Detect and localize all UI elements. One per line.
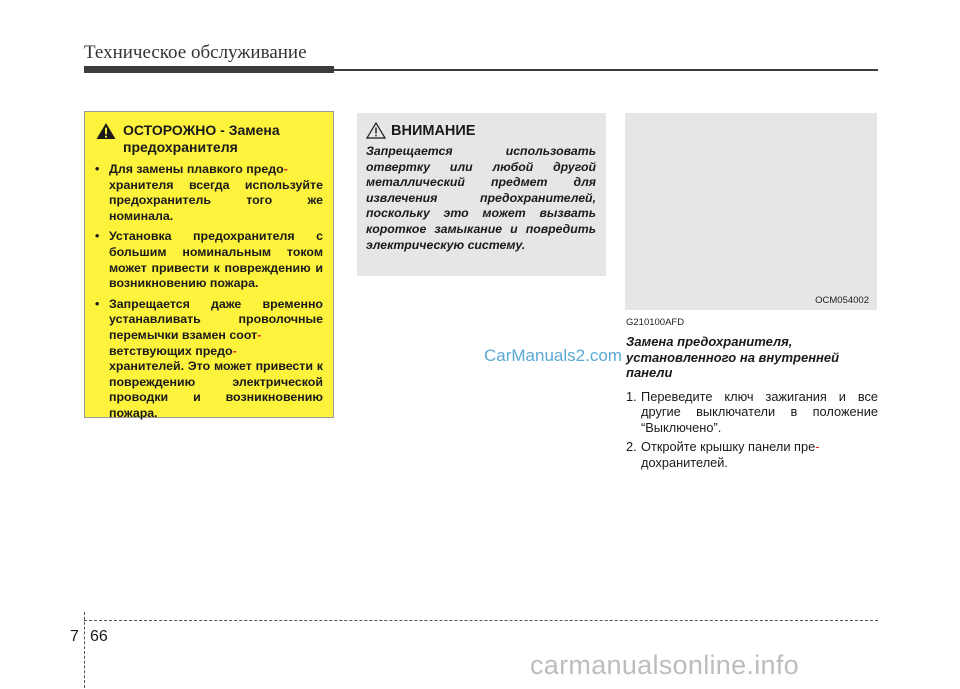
warning-outline-triangle-icon: [366, 122, 386, 139]
chapter-number: 7: [70, 628, 79, 645]
caution-list: [95, 162, 323, 422]
step-number: 1.: [626, 388, 637, 404]
page-number: 66: [90, 628, 108, 645]
step-text: Откройте крышку панели пре- дохранителей.: [641, 439, 820, 470]
watermark: CarManuals2.com: [484, 346, 622, 365]
line-break-hyphen: -: [257, 327, 262, 342]
line-break-hyphen: -: [283, 162, 288, 176]
caution-item: • Для замены плавкого предо- хранителя всегда используйте предохранитель того же номинала.: [95, 162, 323, 224]
figure-code: OCM054002: [815, 295, 869, 306]
warning-heading: ВНИМАНИЕ: [391, 122, 476, 139]
caution-heading-row: [95, 122, 323, 156]
warning-box: [357, 113, 606, 276]
caution-item: • Запрещается даже временно устанавливать проволочные перемычки взамен соот- ветствующих предо- хранителей. Это может привести к повреждению электрической проводки и возникновению пожара.: [95, 297, 323, 422]
step-item: [626, 389, 878, 436]
header-title: Техническое обслуживание: [84, 42, 307, 63]
caution-box: [84, 111, 334, 418]
section-code: G210100AFD: [626, 317, 685, 328]
footer-rule: [84, 620, 878, 621]
steps-list: [626, 389, 878, 471]
caution-item: • Установка предохранителя с большим номинальным током может привести к повреждению и возникновению пожара.: [95, 229, 323, 291]
fuse-section: [626, 317, 878, 474]
header-rule-thick: [84, 66, 334, 73]
footer-divider: [84, 612, 85, 688]
step-number: 2.: [626, 439, 637, 455]
section-title: Замена предохранителя, установленного на внутренней панели: [626, 334, 840, 380]
line-break-hyphen: -: [815, 439, 820, 455]
warning-heading-row: [366, 122, 596, 139]
line-break-hyphen: -: [232, 343, 237, 358]
warning-triangle-icon: [95, 122, 117, 140]
figure-placeholder: [625, 113, 877, 310]
step-text: Переведите ключ зажигания и все другие выключатели в положение “Выключено”.: [641, 388, 878, 435]
header-rule: [84, 66, 878, 73]
caution-heading: ОСТОРОЖНО - Замена предохранителя: [123, 122, 280, 155]
header-rule-thin: [334, 69, 878, 71]
warning-text: Запрещается использовать отвертку или любой другой металлический предмет для извлечения предохранителей, поскольку это может вызвать короткое замыкание и повредить электрическую систему.: [366, 144, 596, 252]
step-item: [626, 439, 878, 470]
site-watermark: carmanualsonline.info: [530, 650, 799, 680]
